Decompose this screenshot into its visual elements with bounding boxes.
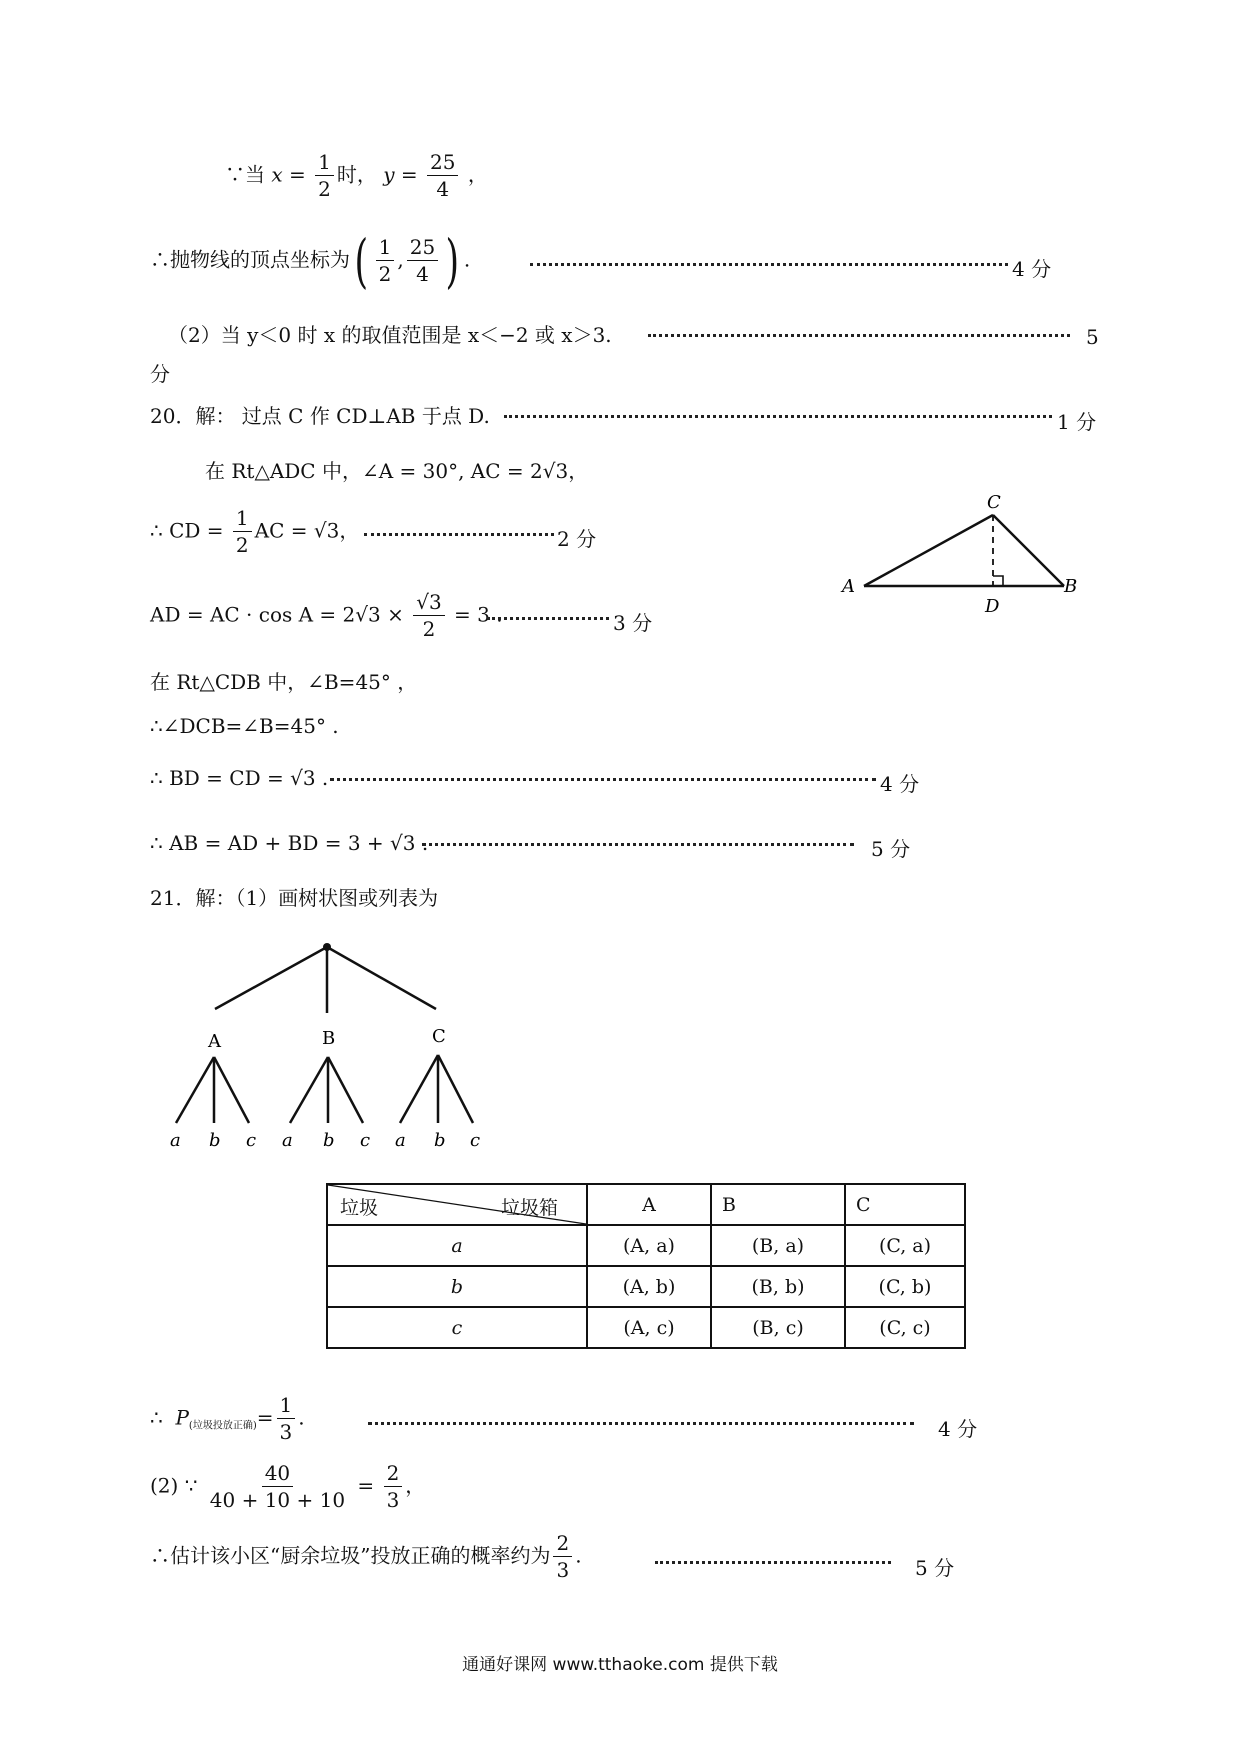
numerator: 2 (553, 1533, 572, 1557)
table-cell: (A, b) (587, 1266, 711, 1307)
s19-part2: （2）当 y＜0 时 x 的取值范围是 x＜−2 或 x＞3. (168, 323, 612, 347)
corner-label-left: 垃圾 (340, 1197, 379, 1219)
label-d: D (985, 596, 1000, 617)
text: ， (405, 1473, 426, 1498)
leaf: c (360, 1130, 371, 1151)
leader-dots (330, 778, 876, 781)
leaf: c (246, 1130, 257, 1151)
score: 5 分 (871, 837, 911, 861)
numerator: 40 (262, 1463, 293, 1487)
score-wrap: 分 (150, 362, 170, 386)
col-header: C (845, 1184, 965, 1225)
text: , (397, 247, 404, 272)
denominator: 2 (422, 617, 436, 641)
table-cell: (B, c) (711, 1307, 845, 1348)
text: (2) ∵ (150, 1473, 204, 1498)
leader-dots (530, 263, 1008, 266)
s20-cd-line (150, 508, 359, 556)
text: = (351, 1473, 381, 1498)
var-y: y (383, 162, 395, 187)
tree-node-a: A (208, 1031, 221, 1052)
text: 时， (336, 162, 377, 187)
col-header: B (711, 1184, 845, 1225)
fraction (277, 1395, 296, 1443)
text: = 3 . (447, 602, 503, 627)
side-ac (864, 515, 993, 586)
branch (327, 947, 436, 1009)
leader-dots (487, 617, 609, 620)
corner-cell (327, 1184, 587, 1225)
s20-dcb-line: ∴∠DCB=∠B=45° . (150, 714, 339, 738)
fraction (376, 237, 395, 285)
subtree-b (290, 1057, 363, 1123)
denominator: 3 (279, 1420, 293, 1444)
fraction (427, 152, 458, 200)
s21-estimate-line (150, 1533, 582, 1581)
row-label: a (327, 1225, 587, 1266)
score: 5 分 (915, 1556, 955, 1580)
fraction (413, 592, 444, 640)
text: . (298, 1405, 305, 1430)
var-x: x (271, 162, 283, 187)
table-row (327, 1266, 965, 1307)
denominator: 2 (235, 533, 249, 557)
corner-label-right: 垃圾箱 (500, 1197, 558, 1219)
s20-head: 20．解： 过点 C 作 CD⊥AB 于点 D. (150, 404, 490, 428)
s19-line2 (150, 227, 471, 295)
leader-dots (368, 1422, 914, 1425)
label-b: B (1064, 576, 1078, 597)
s21-probability (150, 1395, 305, 1443)
table-cell: (A, a) (587, 1225, 711, 1266)
s20-bd-line: ∴ BD = CD = √3 . (150, 766, 329, 790)
text: ， (461, 162, 488, 187)
outcome-table (326, 1183, 966, 1349)
denominator: 3 (386, 1488, 400, 1512)
leader-dots (648, 334, 1070, 337)
score: 1 分 (1057, 410, 1097, 434)
text: ∴抛物线的顶点坐标为 (150, 247, 350, 272)
text: ∴ CD = (150, 518, 230, 543)
table-row (327, 1225, 965, 1266)
p-subscript: (垃圾投放正确) (188, 1420, 257, 1432)
text: = (394, 162, 425, 187)
numerator: √3 (413, 592, 444, 616)
denominator: 2 (378, 262, 392, 286)
text: ∴估计该小区“厨余垃圾”投放正确的概率约为 (150, 1543, 551, 1568)
table-cell: (A, c) (587, 1307, 711, 1348)
denominator: 2 (318, 177, 331, 201)
numerator: 1 (277, 1395, 296, 1419)
leaf: b (434, 1130, 446, 1151)
text: AC = √3， (254, 518, 360, 543)
leader-dots (655, 1561, 891, 1564)
s20-rt-line: 在 Rt△ADC 中，∠A = 30°, AC = 2√3， (205, 459, 589, 483)
numerator: 25 (407, 237, 438, 261)
leaf: b (323, 1130, 335, 1151)
row-label: c (327, 1307, 587, 1348)
denominator: 3 (556, 1558, 570, 1582)
table-row (327, 1307, 965, 1348)
right-paren: ) (445, 227, 460, 295)
table-cell: (C, c) (845, 1307, 965, 1348)
triangle-figure (840, 490, 1080, 620)
fraction (233, 508, 252, 556)
table-cell: (C, a) (845, 1225, 965, 1266)
text: AD = AC · cos A = 2√3 × (150, 602, 411, 627)
leaf: a (395, 1130, 406, 1151)
leader-dots (504, 415, 1052, 418)
col-header: A (587, 1184, 711, 1225)
fraction (315, 152, 334, 200)
numerator: 25 (427, 152, 458, 176)
label-a: A (842, 576, 855, 597)
s20-ad-line (150, 592, 503, 640)
branch (215, 947, 327, 1009)
s20-cdb-line: 在 Rt△CDB 中，∠B=45° ， (150, 670, 418, 694)
score: 5 (1086, 325, 1099, 349)
table-cell: (B, b) (711, 1266, 845, 1307)
left-paren: ( (354, 227, 369, 295)
denominator: 4 (436, 177, 450, 201)
fraction (207, 1463, 348, 1511)
denominator: 40 + 10 + 10 (209, 1488, 346, 1512)
text: = (256, 1405, 274, 1430)
leaf: a (282, 1130, 293, 1151)
subtree-c (400, 1055, 473, 1123)
leaf: c (470, 1130, 481, 1151)
tree-diagram (150, 935, 500, 1155)
page-footer: 通通好课网 www.tthaoke.com 提供下载 (462, 1655, 778, 1675)
leader-dots (364, 533, 554, 536)
fraction (384, 1463, 403, 1511)
numerator: 2 (384, 1463, 403, 1487)
score: 2 分 (557, 527, 597, 551)
subtree-a (176, 1057, 249, 1123)
row-label: b (327, 1266, 587, 1307)
text: . (575, 1543, 582, 1568)
table-cell: (C, b) (845, 1266, 965, 1307)
label-c: C (987, 492, 1001, 513)
leaf: a (170, 1130, 181, 1151)
fraction (553, 1533, 572, 1581)
leaf: b (209, 1130, 221, 1151)
leader-dots (422, 843, 854, 846)
table-header-row (327, 1184, 965, 1225)
p-symbol: P (175, 1405, 189, 1430)
numerator: 1 (315, 152, 334, 176)
score: 3 分 (613, 611, 653, 635)
numerator: 1 (233, 508, 252, 532)
score: 4 分 (1012, 257, 1052, 281)
s21-q2-line (150, 1463, 425, 1511)
tree-node-c: C (432, 1026, 446, 1047)
table-cell: (B, a) (711, 1225, 845, 1266)
text: . (463, 247, 471, 272)
numerator: 1 (376, 237, 395, 261)
text: = (282, 162, 313, 187)
right-angle-mark (993, 576, 1003, 586)
tree-node-b: B (322, 1028, 336, 1049)
s19-line1 (225, 152, 488, 200)
s21-head: 21．解：（1）画树状图或列表为 (150, 886, 439, 910)
text: ∴ (150, 1405, 163, 1430)
fraction (407, 237, 438, 285)
score: 4 分 (938, 1417, 978, 1441)
denominator: 4 (416, 262, 429, 286)
text: ∵当 (225, 162, 272, 187)
s20-ab-line: ∴ AB = AD + BD = 3 + √3 . (150, 831, 429, 855)
score: 4 分 (880, 772, 920, 796)
